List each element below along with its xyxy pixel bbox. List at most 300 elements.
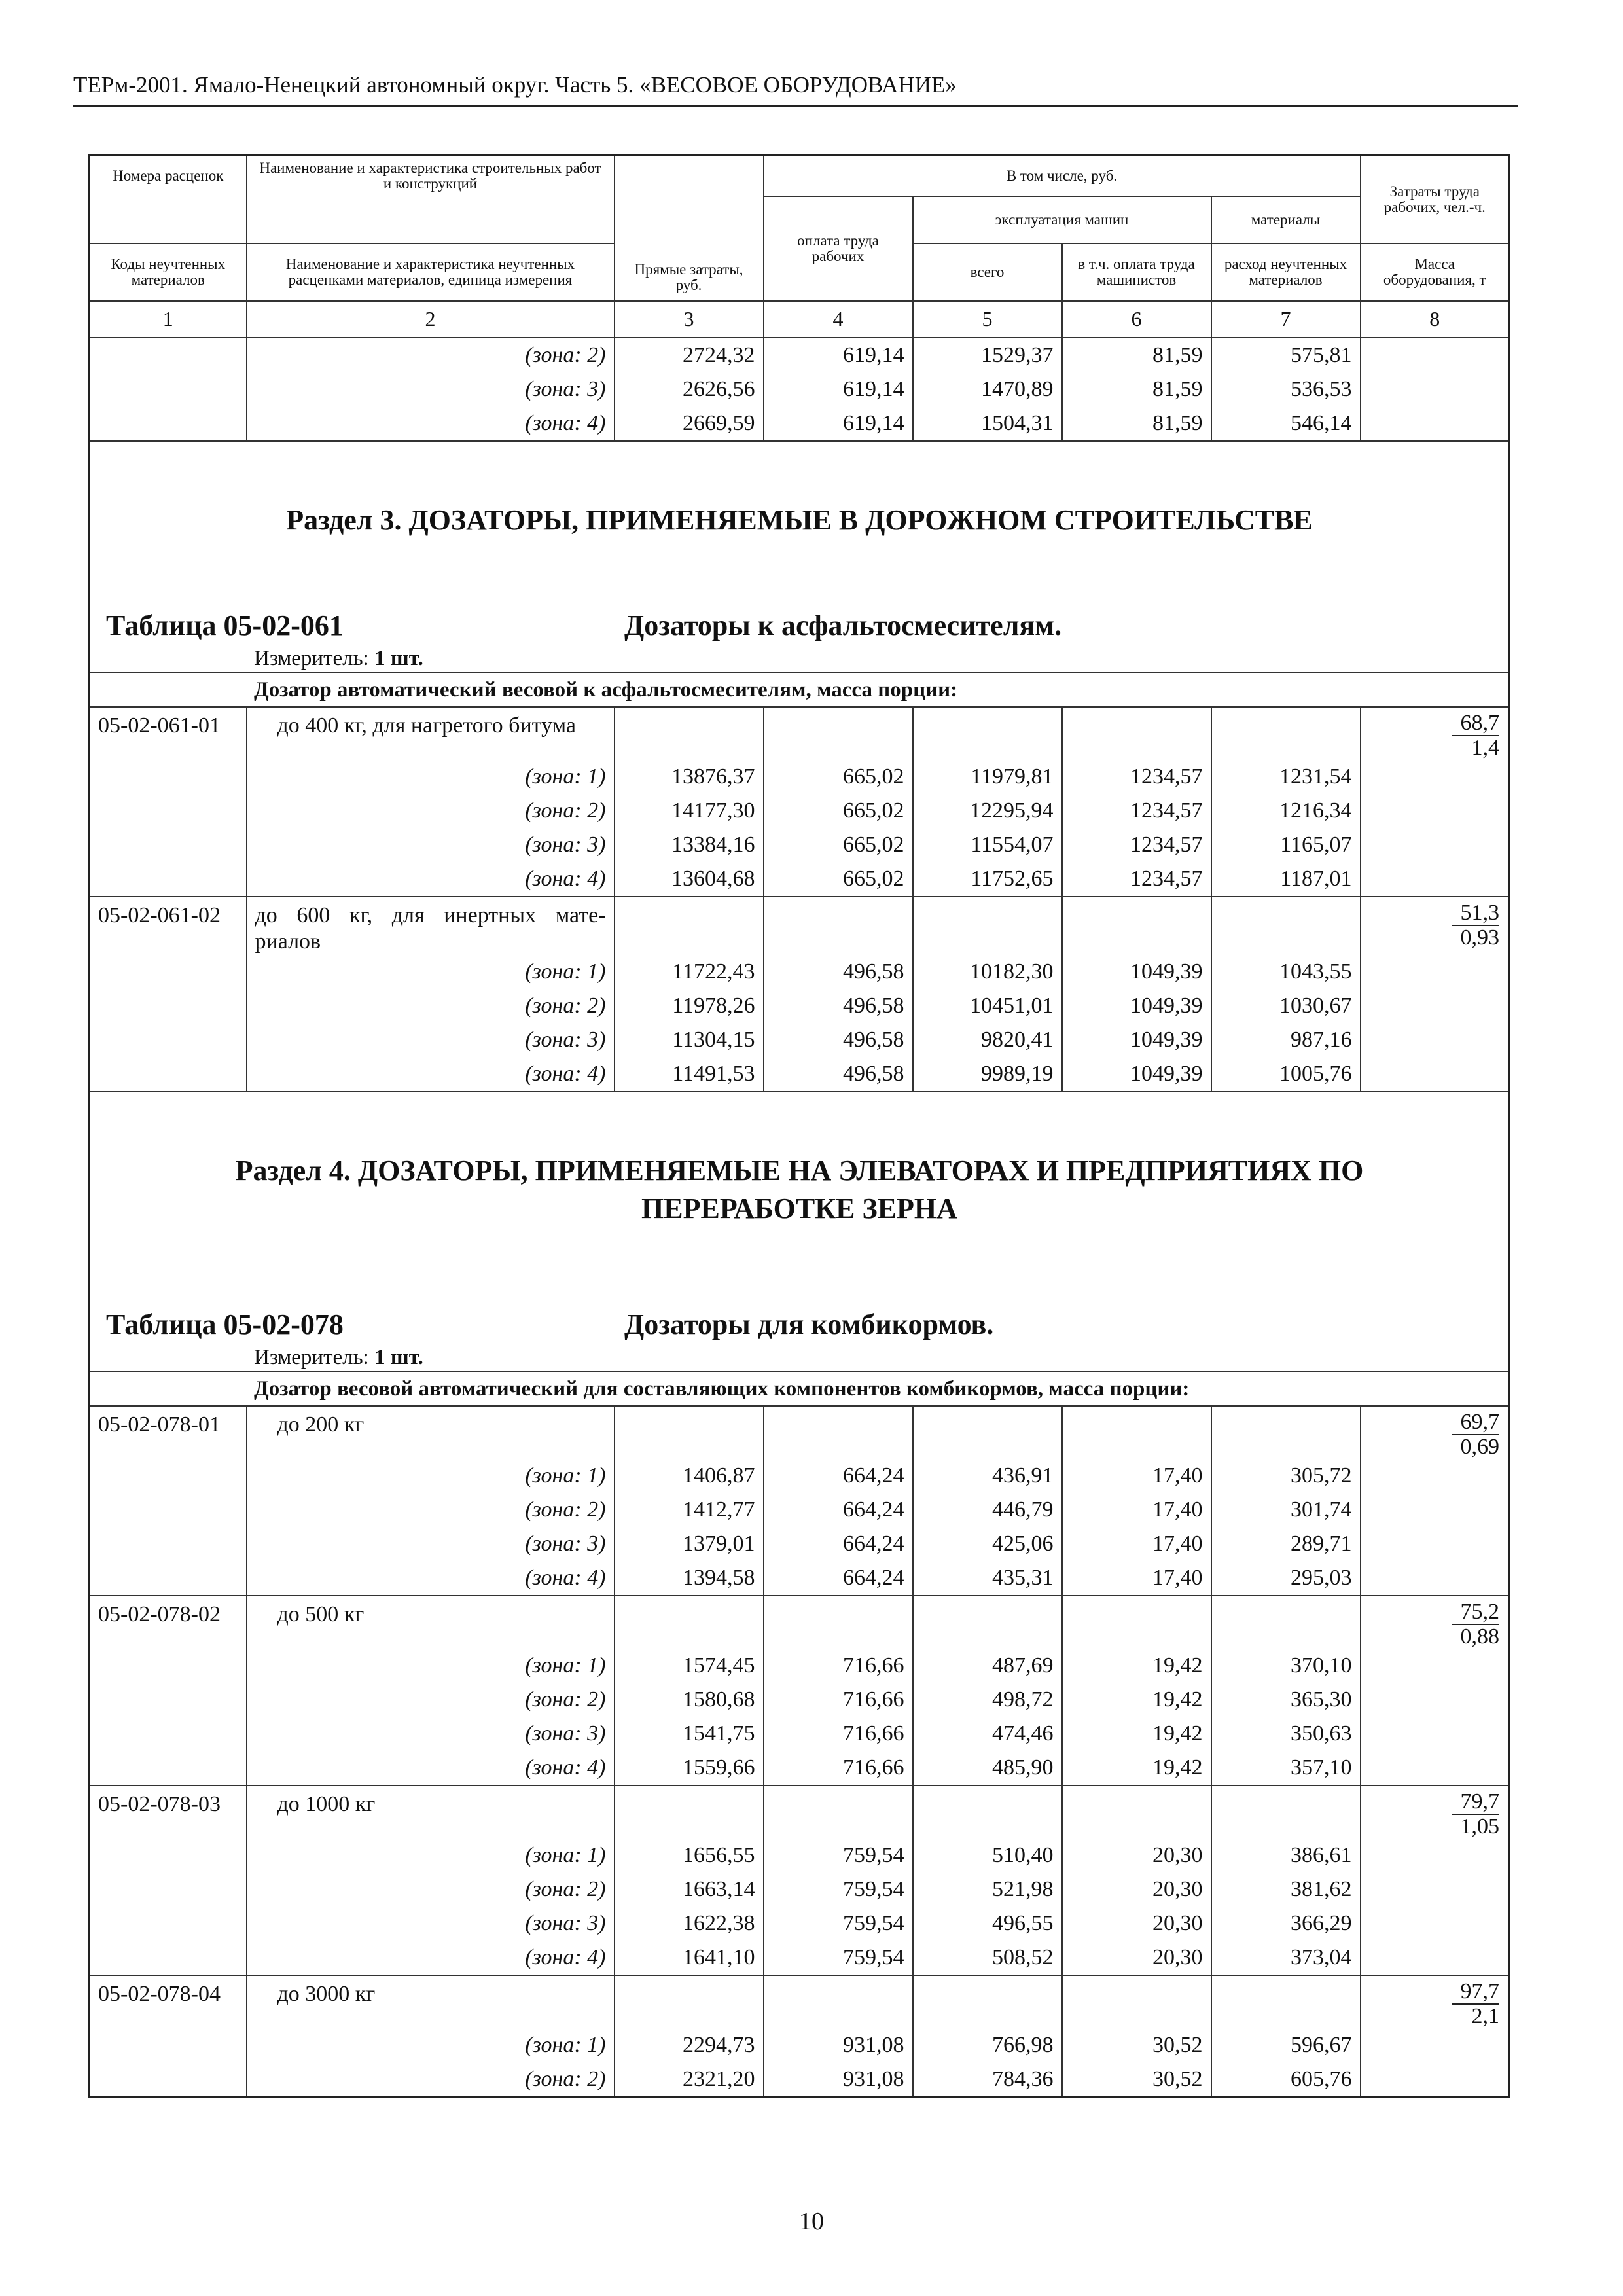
section-spacer <box>90 1092 1510 1152</box>
empty-labor-cell <box>1361 406 1510 441</box>
direct-costs-value: 1641,10 <box>615 1941 764 1975</box>
zone-label: (зона: 4) <box>247 1057 615 1092</box>
zone-row <box>90 1839 1510 1873</box>
hdr-name-bottom: Наименование и характеристика неучтенных расценками материалов, единица измерения <box>247 243 615 301</box>
zone-row <box>90 1683 1510 1717</box>
empty-labor-cell <box>1361 1717 1510 1751</box>
machines-value: 784,36 <box>913 2062 1062 2098</box>
machinists-pay-value: 19,42 <box>1062 1717 1211 1751</box>
direct-costs-value: 1656,55 <box>615 1839 764 1873</box>
direct-costs-value: 2724,32 <box>615 338 764 372</box>
page-number: 10 <box>799 2208 824 2235</box>
empty-labor-cell <box>1361 1023 1510 1057</box>
item-row <box>90 1785 1510 1839</box>
labor-pay-value: 716,66 <box>764 1683 913 1717</box>
empty-cell <box>1062 707 1211 760</box>
zone-row <box>90 1527 1510 1561</box>
labor-pay-value: 664,24 <box>764 1527 913 1561</box>
machines-value: 508,52 <box>913 1941 1062 1975</box>
machinists-pay-value: 1234,57 <box>1062 828 1211 862</box>
direct-costs-value: 13876,37 <box>615 760 764 794</box>
item-row <box>90 1975 1510 2028</box>
zone-label: (зона: 4) <box>247 1941 615 1975</box>
rate-code: 05-02-078-01 <box>90 1406 247 1459</box>
machines-value: 11554,07 <box>913 828 1062 862</box>
section-spacer <box>90 539 1510 607</box>
equipment-mass-value: 0,69 <box>1460 1434 1499 1459</box>
section-spacer <box>90 441 1510 501</box>
empty-code-cell <box>90 1023 247 1057</box>
machinists-pay-value: 30,52 <box>1062 2028 1211 2062</box>
section-title-row <box>90 1152 1510 1228</box>
item-row <box>90 897 1510 955</box>
zone-label: (зона: 1) <box>247 2028 615 2062</box>
zone-label: (зона: 2) <box>247 1873 615 1907</box>
empty-cell <box>913 1785 1062 1839</box>
hdr-labor-costs: Затраты труда рабочих, чел.-ч. <box>1383 183 1486 215</box>
table-title <box>90 1306 1510 1344</box>
materials-value: 596,67 <box>1211 2028 1361 2062</box>
machines-value: 425,06 <box>913 1527 1062 1561</box>
empty-cell <box>913 1596 1062 1649</box>
zone-row <box>90 955 1510 989</box>
section-title-line: Раздел 4. ДОЗАТОРЫ, ПРИМЕНЯЕМЫЕ НА ЭЛЕВАТОРАХ И ПРЕДПРИЯТИЯХ ПО <box>235 1154 1364 1187</box>
hdr-codes: Номера расценок <box>90 156 247 196</box>
colnum: 2 <box>247 301 615 338</box>
materials-value: 1005,76 <box>1211 1057 1361 1092</box>
labor-pay-value: 716,66 <box>764 1717 913 1751</box>
direct-costs-value: 13604,68 <box>615 862 764 897</box>
empty-code-cell <box>90 1493 247 1527</box>
meter-row <box>90 1344 1510 1372</box>
materials-value: 365,30 <box>1211 1683 1361 1717</box>
machines-value: 510,40 <box>913 1839 1062 1873</box>
rate-code: 05-02-078-04 <box>90 1975 247 2028</box>
empty-code-cell <box>90 2062 247 2098</box>
materials-value: 289,71 <box>1211 1527 1361 1561</box>
zone-row <box>90 1907 1510 1941</box>
machines-value: 521,98 <box>913 1873 1062 1907</box>
labor-and-mass <box>1361 1596 1510 1649</box>
empty-cell <box>764 707 913 760</box>
materials-value: 536,53 <box>1211 372 1361 406</box>
empty-code-cell <box>90 862 247 897</box>
empty-code-cell <box>90 794 247 828</box>
machines-value: 10182,30 <box>913 955 1062 989</box>
table-name: Дозаторы для комбикормов. <box>624 1308 994 1340</box>
zone-row <box>90 1459 1510 1493</box>
materials-value: 1231,54 <box>1211 760 1361 794</box>
rate-code: 05-02-061-02 <box>90 897 247 955</box>
meter <box>90 645 1510 673</box>
hdr-incl: В том числе, руб. <box>764 156 1361 196</box>
labor-pay-value: 759,54 <box>764 1941 913 1975</box>
direct-costs-value: 14177,30 <box>615 794 764 828</box>
equipment-mass-value: 2,1 <box>1471 2003 1499 2028</box>
machines-value: 487,69 <box>913 1649 1062 1683</box>
table-name: Дозаторы к асфальтосмесителям. <box>624 609 1062 641</box>
labor-and-mass <box>1361 897 1510 955</box>
section-title-line: ПЕРЕРАБОТКЕ ЗЕРНА <box>641 1192 957 1225</box>
materials-value: 546,14 <box>1211 406 1361 441</box>
zone-row <box>90 1493 1510 1527</box>
empty-code-cell <box>90 760 247 794</box>
colnum: 7 <box>1211 301 1361 338</box>
zone-row <box>90 1873 1510 1907</box>
empty-code-cell <box>90 2028 247 2062</box>
empty-labor-cell <box>1361 828 1510 862</box>
spacer <box>90 1228 1510 1306</box>
table-number: Таблица 05-02-078 <box>106 1308 344 1340</box>
empty-cell <box>764 1975 913 2028</box>
hdr-materials: материалы <box>1211 196 1361 243</box>
meter-label: Измеритель: <box>254 646 369 670</box>
work-description: до 500 кг <box>247 1596 615 1649</box>
machinists-pay-value: 1049,39 <box>1062 989 1211 1023</box>
zone-row <box>90 828 1510 862</box>
hdr-codes-bottom: Коды неучтенных материалов <box>90 243 247 301</box>
materials-value: 575,81 <box>1211 338 1361 372</box>
table-title-row <box>90 607 1510 645</box>
caption-row <box>90 1372 1510 1406</box>
machinists-pay-value: 81,59 <box>1062 406 1211 441</box>
hdr-direct-costs: Прямые затраты, руб. <box>615 156 764 301</box>
machines-value: 436,91 <box>913 1459 1062 1493</box>
zone-row <box>90 862 1510 897</box>
materials-value: 386,61 <box>1211 1839 1361 1873</box>
colnum: 5 <box>913 301 1062 338</box>
labor-pay-value: 664,24 <box>764 1459 913 1493</box>
zone-row <box>90 1561 1510 1596</box>
group-caption: Дозатор автоматический весовой к асфальтосмесителям, масса порции: <box>90 673 1510 707</box>
zone-label: (зона: 3) <box>247 1907 615 1941</box>
machinists-pay-value: 17,40 <box>1062 1561 1211 1596</box>
materials-value: 987,16 <box>1211 1023 1361 1057</box>
labor-costs-value: 97,7 <box>1452 1980 1500 2005</box>
direct-costs-value: 2294,73 <box>615 2028 764 2062</box>
empty-cell <box>615 707 764 760</box>
zone-label: (зона: 3) <box>247 1527 615 1561</box>
empty-code-cell <box>90 1527 247 1561</box>
spacer <box>90 441 1510 501</box>
labor-costs-value: 69,7 <box>1452 1410 1500 1435</box>
empty-cell <box>1062 1785 1211 1839</box>
work-description: до 3000 кг <box>247 1975 615 2028</box>
direct-costs-value: 1574,45 <box>615 1649 764 1683</box>
empty-code-cell <box>90 1873 247 1907</box>
empty-cell <box>1211 707 1361 760</box>
empty-labor-cell <box>1361 955 1510 989</box>
empty-code-cell <box>90 828 247 862</box>
materials-value: 350,63 <box>1211 1717 1361 1751</box>
direct-costs-value: 1559,66 <box>615 1751 764 1785</box>
empty-labor-cell <box>1361 862 1510 897</box>
empty-cell <box>1211 1406 1361 1459</box>
caption-row <box>90 673 1510 707</box>
empty-code-cell <box>90 989 247 1023</box>
labor-pay-value: 619,14 <box>764 338 913 372</box>
machinists-pay-value: 20,30 <box>1062 1907 1211 1941</box>
empty-code-cell <box>90 1683 247 1717</box>
labor-pay-value: 619,14 <box>764 372 913 406</box>
rates-table <box>88 154 1510 2098</box>
empty-cell <box>1211 897 1361 955</box>
direct-costs-value: 2321,20 <box>615 2062 764 2098</box>
materials-value: 1165,07 <box>1211 828 1361 862</box>
table-title <box>90 607 1510 645</box>
labor-costs-value: 75,2 <box>1452 1600 1500 1625</box>
empty-labor-cell <box>1361 1459 1510 1493</box>
header-rule <box>73 105 1518 107</box>
materials-value: 295,03 <box>1211 1561 1361 1596</box>
zone-row <box>90 760 1510 794</box>
materials-value: 357,10 <box>1211 1751 1361 1785</box>
spacer <box>90 1092 1510 1152</box>
labor-costs-value: 79,7 <box>1452 1790 1500 1815</box>
machines-value: 9820,41 <box>913 1023 1062 1057</box>
machinists-pay-value: 19,42 <box>1062 1649 1211 1683</box>
empty-cell <box>913 1975 1062 2028</box>
empty-cell <box>764 1785 913 1839</box>
labor-pay-value: 716,66 <box>764 1649 913 1683</box>
empty-cell <box>764 1596 913 1649</box>
machines-value: 485,90 <box>913 1751 1062 1785</box>
empty-cell <box>913 707 1062 760</box>
machines-value: 446,79 <box>913 1493 1062 1527</box>
zone-label: (зона: 3) <box>247 1717 615 1751</box>
zone-label: (зона: 2) <box>247 2062 615 2098</box>
empty-cell <box>764 897 913 955</box>
machines-value: 766,98 <box>913 2028 1062 2062</box>
empty-labor-cell <box>1361 794 1510 828</box>
zone-row <box>90 794 1510 828</box>
section-spacer <box>90 1228 1510 1306</box>
materials-value: 373,04 <box>1211 1941 1361 1975</box>
materials-value: 605,76 <box>1211 2062 1361 2098</box>
empty-labor-cell <box>1361 1683 1510 1717</box>
empty-labor-cell <box>1361 1649 1510 1683</box>
hdr-blank-2 <box>247 196 615 243</box>
labor-costs-value: 68,7 <box>1452 711 1500 736</box>
labor-and-mass <box>1361 707 1510 760</box>
machinists-pay-value: 81,59 <box>1062 338 1211 372</box>
empty-cell <box>1062 1975 1211 2028</box>
labor-pay-value: 664,24 <box>764 1561 913 1596</box>
labor-and-mass <box>1361 1406 1510 1459</box>
zone-row <box>90 406 1510 441</box>
machinists-pay-value: 81,59 <box>1062 372 1211 406</box>
labor-pay-value: 665,02 <box>764 828 913 862</box>
zone-label: (зона: 3) <box>247 372 615 406</box>
colnum: 3 <box>615 301 764 338</box>
zone-label: (зона: 3) <box>247 828 615 862</box>
labor-pay-value: 496,58 <box>764 989 913 1023</box>
empty-cell <box>913 897 1062 955</box>
machines-value: 1470,89 <box>913 372 1062 406</box>
hdr-blank-1 <box>90 196 247 243</box>
zone-row <box>90 372 1510 406</box>
labor-and-mass <box>1361 1785 1510 1839</box>
machines-value: 474,46 <box>913 1717 1062 1751</box>
zone-label: (зона: 2) <box>247 794 615 828</box>
equipment-mass-value: 0,88 <box>1460 1624 1499 1649</box>
empty-labor-cell <box>1361 2028 1510 2062</box>
empty-code-cell <box>90 1057 247 1092</box>
machines-value: 435,31 <box>913 1561 1062 1596</box>
colnum: 6 <box>1062 301 1211 338</box>
zone-label: (зона: 2) <box>247 338 615 372</box>
work-description: до 400 кг, для нагретого битума <box>247 707 615 760</box>
hdr-equipment-mass: Масса оборудования, т <box>1361 243 1510 301</box>
materials-value: 1187,01 <box>1211 862 1361 897</box>
machinists-pay-value: 1049,39 <box>1062 1057 1211 1092</box>
machinists-pay-value: 20,30 <box>1062 1941 1211 1975</box>
labor-pay-value: 664,24 <box>764 1493 913 1527</box>
materials-value: 1043,55 <box>1211 955 1361 989</box>
empty-cell <box>615 1785 764 1839</box>
machinists-pay-value: 1049,39 <box>1062 955 1211 989</box>
empty-code-cell <box>90 338 247 372</box>
work-description: до 1000 кг <box>247 1785 615 1839</box>
materials-value: 381,62 <box>1211 1873 1361 1907</box>
empty-cell <box>1211 1596 1361 1649</box>
zone-row <box>90 1751 1510 1785</box>
materials-value: 366,29 <box>1211 1907 1361 1941</box>
item-row <box>90 1596 1510 1649</box>
empty-labor-cell <box>1361 1057 1510 1092</box>
header-row-2 <box>90 196 1510 243</box>
section-title-row <box>90 501 1510 539</box>
machinists-pay-value: 1049,39 <box>1062 1023 1211 1057</box>
machines-value: 1504,31 <box>913 406 1062 441</box>
labor-pay-value: 931,08 <box>764 2062 913 2098</box>
direct-costs-value: 1541,75 <box>615 1717 764 1751</box>
labor-pay-value: 759,54 <box>764 1907 913 1941</box>
zone-label: (зона: 3) <box>247 1023 615 1057</box>
rate-code: 05-02-078-02 <box>90 1596 247 1649</box>
machinists-pay-value: 17,40 <box>1062 1493 1211 1527</box>
direct-costs-value: 2626,56 <box>615 372 764 406</box>
rate-code: 05-02-061-01 <box>90 707 247 760</box>
empty-labor-cell <box>1361 1873 1510 1907</box>
zone-label: (зона: 1) <box>247 760 615 794</box>
table-title-row <box>90 1306 1510 1344</box>
zone-row <box>90 1941 1510 1975</box>
empty-code-cell <box>90 955 247 989</box>
empty-labor-cell <box>1361 1493 1510 1527</box>
zone-label: (зона: 4) <box>247 862 615 897</box>
empty-code-cell <box>90 1907 247 1941</box>
materials-value: 301,74 <box>1211 1493 1361 1527</box>
empty-code-cell <box>90 1751 247 1785</box>
hdr-machinists-pay: в т.ч. оплата труда машинистов <box>1062 243 1211 301</box>
labor-costs-value: 51,3 <box>1452 901 1500 926</box>
empty-code-cell <box>90 1561 247 1596</box>
empty-code-cell <box>90 1717 247 1751</box>
colnum: 4 <box>764 301 913 338</box>
empty-labor-cell <box>1361 989 1510 1023</box>
labor-pay-value: 665,02 <box>764 862 913 897</box>
empty-labor-cell <box>1361 1839 1510 1873</box>
work-description <box>247 897 615 955</box>
direct-costs-value: 11722,43 <box>615 955 764 989</box>
direct-costs-value: 11491,53 <box>615 1057 764 1092</box>
direct-costs-value: 1622,38 <box>615 1907 764 1941</box>
empty-cell <box>913 1406 1062 1459</box>
rate-code: 05-02-078-03 <box>90 1785 247 1839</box>
machinists-pay-value: 17,40 <box>1062 1459 1211 1493</box>
empty-cell <box>1062 1406 1211 1459</box>
zone-label: (зона: 4) <box>247 1751 615 1785</box>
empty-labor-cell <box>1361 1527 1510 1561</box>
running-header: ТЕРм-2001. Ямало-Ненецкий автономный округ. Часть 5. «ВЕСОВОЕ ОБОРУДОВАНИЕ» <box>73 72 957 98</box>
spacer <box>90 539 1510 607</box>
work-description-line: до 600 кг, для инертных мате- <box>255 903 606 927</box>
empty-cell <box>615 1596 764 1649</box>
labor-pay-value: 716,66 <box>764 1751 913 1785</box>
zone-label: (зона: 1) <box>247 1839 615 1873</box>
machines-value: 11752,65 <box>913 862 1062 897</box>
empty-cell <box>615 1406 764 1459</box>
hdr-name: Наименование и характеристика строительных работ и конструкций <box>247 156 615 196</box>
empty-cell <box>1211 1975 1361 2028</box>
hdr-labor-pay: оплата труда рабочих <box>764 196 913 301</box>
machinists-pay-value: 19,42 <box>1062 1683 1211 1717</box>
labor-pay-value: 759,54 <box>764 1873 913 1907</box>
machinists-pay-value: 1234,57 <box>1062 760 1211 794</box>
labor-and-mass <box>1361 1975 1510 2028</box>
meter <box>90 1344 1510 1372</box>
empty-code-cell <box>90 1649 247 1683</box>
labor-pay-value: 496,58 <box>764 1057 913 1092</box>
item-row <box>90 1406 1510 1459</box>
direct-costs-value: 1379,01 <box>615 1527 764 1561</box>
machines-value: 498,72 <box>913 1683 1062 1717</box>
direct-costs-value: 1394,58 <box>615 1561 764 1596</box>
meter-value: 1 шт. <box>374 1345 423 1369</box>
meter-label: Измеритель: <box>254 1345 369 1369</box>
direct-costs-value: 11978,26 <box>615 989 764 1023</box>
equipment-mass-value: 1,4 <box>1471 735 1499 760</box>
labor-pay-value: 496,58 <box>764 1023 913 1057</box>
zone-label: (зона: 1) <box>247 1649 615 1683</box>
hdr-machines-total: всего <box>913 243 1062 301</box>
empty-labor-cell <box>1361 760 1510 794</box>
machines-value: 12295,94 <box>913 794 1062 828</box>
machinists-pay-value: 1234,57 <box>1062 794 1211 828</box>
empty-code-cell <box>90 1459 247 1493</box>
machines-value: 10451,01 <box>913 989 1062 1023</box>
materials-value: 370,10 <box>1211 1649 1361 1683</box>
direct-costs-value: 2669,59 <box>615 406 764 441</box>
empty-code-cell <box>90 1941 247 1975</box>
hdr-unaccounted-materials: расход неучтенных материалов <box>1211 243 1361 301</box>
materials-value: 1216,34 <box>1211 794 1361 828</box>
zone-row <box>90 338 1510 372</box>
hdr-machines: эксплуатация машин <box>913 196 1211 243</box>
equipment-mass-value: 1,05 <box>1460 1814 1499 1839</box>
work-description-line: риалов <box>255 929 321 954</box>
column-numbers-row <box>90 301 1510 338</box>
meter-value: 1 шт. <box>374 646 423 670</box>
empty-labor-cell <box>1361 1907 1510 1941</box>
direct-costs-value: 1663,14 <box>615 1873 764 1907</box>
zone-row <box>90 1023 1510 1057</box>
machinists-pay-value: 20,30 <box>1062 1839 1211 1873</box>
group-caption: Дозатор весовой автоматический для составляющих компонентов комбикормов, масса порции: <box>90 1372 1510 1406</box>
direct-costs-value: 1412,77 <box>615 1493 764 1527</box>
empty-cell <box>615 1975 764 2028</box>
